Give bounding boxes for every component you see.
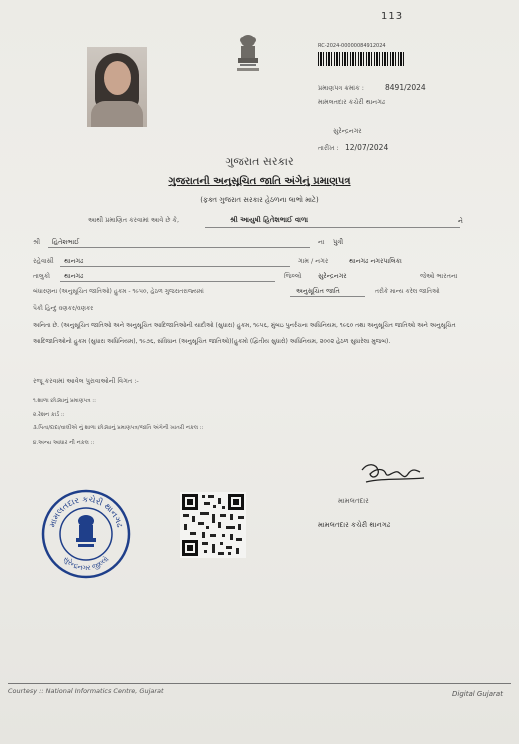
svg-text:સુરેન્દ્રનગર જીલ્લો [61, 554, 110, 572]
category: અનુસૂચિત જાતિ [296, 287, 340, 295]
residence-label: રહેવાસી [33, 257, 54, 265]
footer-courtesy: Courtesy :: National Informatics Centre, Gujarat [8, 687, 164, 695]
taluka-label: તાલુકો [33, 272, 51, 280]
photo-body [91, 101, 143, 127]
legal-paragraph: અનિતા છે. (અનુસૂચિત જાતિઓ અને અનુસૂચિત આદિજાતિઓની યાદીઓ (સુધારા) હુકમ, ૧૯૫૬, મુંબઇ પુનર્રચના અધિનિયમ, ૧૯૬૦ તથા અનુસૂચિત જાતિઓ અને અનુસૂચિત આદિજાતિઓનો હુકમ (સુધારા અધિનિયમ), ૧૯૭૬, સંવિધાન (અનુસૂચિત જાતિઓ)(હુકમો (દ્વિતીય સુધારો) અધિનિયમ, ૨૦૦૨ હેઠળ સુધારેલા મુજબ). [33, 322, 456, 345]
state-emblem-icon [232, 34, 264, 76]
certificate-title: ગુજરાતની અનુસૂચિત જાતિ અંગેનું પ્રમાણપત્ર [168, 176, 351, 187]
page-number: 113 [381, 11, 404, 22]
name-underline [205, 227, 460, 228]
certificate-subtitle: (ફક્ત ગુજરાત સરકાર હેઠળના લાભો માટે) [200, 196, 319, 204]
document-item: ૪.અન્ય આધાર ની નકલ :: [33, 440, 95, 446]
date-label: તારીખ : [318, 144, 339, 152]
government-title: ગુજરાત સરકાર [225, 155, 294, 168]
relation-label: ના [318, 238, 325, 246]
certify-prefix: આથી પ્રમાણિત કરવામાં આવે છે કે, [88, 216, 180, 224]
footer-brand: Digital Gujarat [452, 690, 503, 698]
photo-face [104, 61, 131, 95]
office-seal [40, 488, 132, 580]
barcode-id: RC-2024-00000084912024 [318, 43, 386, 49]
taluka: થાનગઢ [64, 272, 84, 280]
constitution-text: બંધારણના (અનુસૂચિત જાતિઓ) હુકમ - ૧૯૫૦, હેઠળ ગુજરાતરાજ્યમાં [33, 288, 204, 295]
ne-suffix: ને [458, 217, 463, 225]
village: થાનગઢ નગરપાલિકા [349, 257, 402, 265]
issue-date: 12/07/2024 [345, 143, 389, 152]
signature-title: મામલતદાર [338, 497, 369, 505]
seal-emblem-icon [76, 515, 96, 547]
signature-office: મામલતદાર કચેરી થાનગઢ [318, 521, 391, 529]
applicant-photo [87, 47, 147, 127]
caste-line: પૈકી હિન્દુ વણકર/વણકર [33, 305, 94, 312]
certificate-no: 8491/2024 [385, 83, 426, 92]
seal-top-text: મામલતદાર કચેરી થાનગઢ [47, 494, 125, 529]
issuing-office: મામલતદાર કચેરી થાનગઢ [318, 98, 386, 106]
village-label: ગામ / નગર [298, 257, 329, 265]
taluka-underline [60, 281, 275, 282]
footer-divider [8, 683, 511, 684]
qr-code [180, 492, 246, 558]
document-item: ૧.શાળા છોડ્યાનું પ્રમાણપત્ર :: [33, 398, 96, 404]
caste-prefix-tail: જેઓ ભારતના [420, 272, 458, 280]
district: સુરેન્દ્રનગર [318, 272, 347, 280]
relation: પુત્રી [333, 238, 344, 246]
applicant-name: શ્રી આયુષી હિતેશભાઈ વાળા [230, 216, 309, 224]
documents-heading: રજૂ કરવામાં આવેલ પુરાવાઓની વિગત :- [33, 377, 139, 385]
recognized-text: તરીકે માન્ય કરેલ જાતિઓ [375, 288, 440, 295]
barcode [318, 52, 404, 66]
father-underline [48, 247, 310, 248]
officer-signature [358, 460, 428, 490]
father-prefix: શ્રી [33, 238, 41, 246]
residence: થાનગઢ [64, 257, 84, 265]
residence-underline [60, 266, 290, 267]
document-item: ૩.પિતા/દાદા/વાલીએ નું શાળા છોડ્યાનું પ્રમાણપત્ર/જાતિ અંગેની ખાતરી નકલ :: [33, 425, 204, 431]
district-label: જિલ્લો [284, 272, 302, 280]
certificate-no-label: પ્રમાણપત્ર ક્રમાંક : [318, 84, 364, 92]
father-name: હિતેશભાઈ [52, 238, 80, 246]
category-underline [290, 296, 365, 297]
seal-bottom-text: સુરેન્દ્રનગર જીલ્લો [61, 555, 111, 573]
document-item: ૨.રેશન કાર્ડ :: [33, 412, 65, 418]
place-label: સુરેન્દ્રનગર [333, 127, 362, 135]
